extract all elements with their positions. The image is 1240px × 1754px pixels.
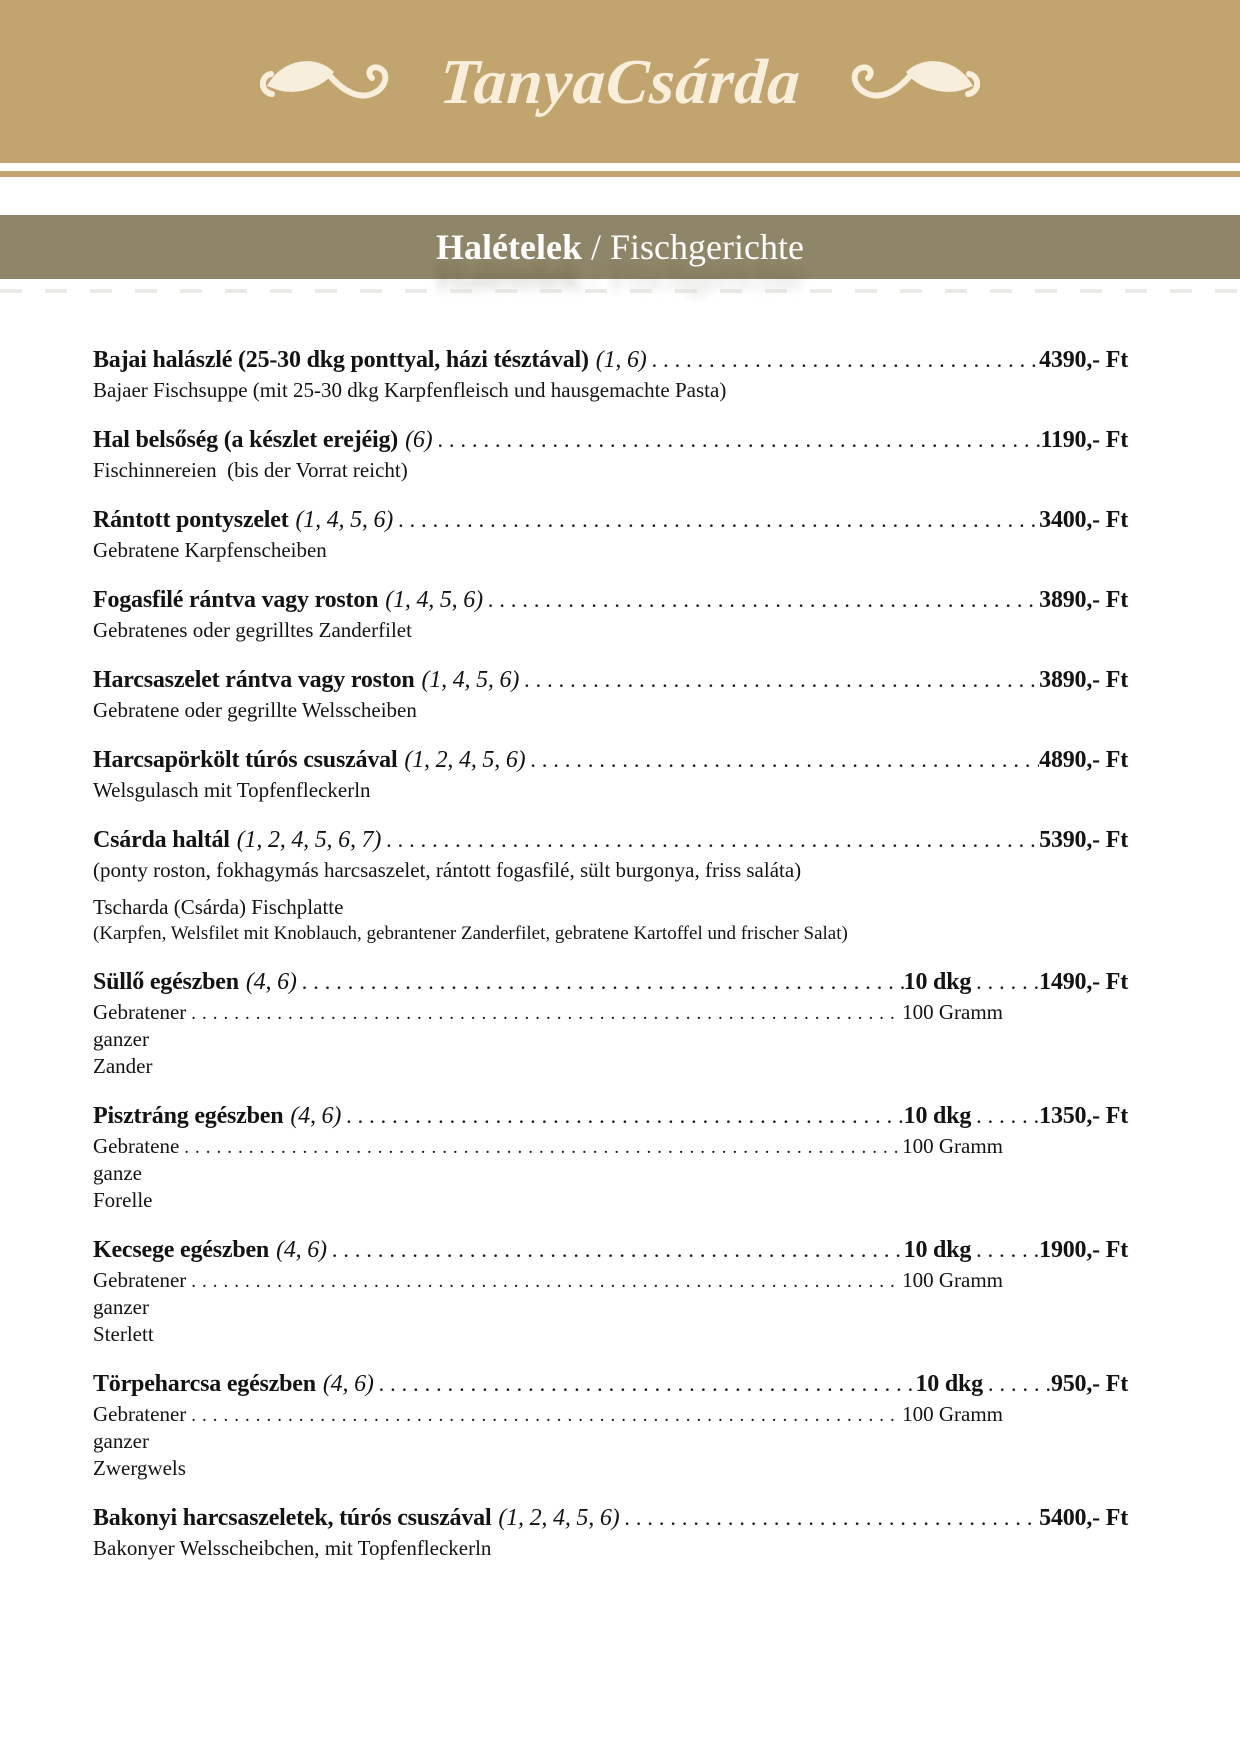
item-name-hu: Kecsege egészben [93,1237,270,1263]
item-subtitle-line [93,857,1128,884]
item-name-de: Welsgulasch mit Topfenfleckerln [93,778,371,802]
item-price: 1490,- Ft [1039,969,1128,995]
item-name-de: Gebratener ganzer Zwergwels [93,1402,192,1480]
item-unit: 10 dkg [903,969,972,995]
item-subs [93,857,1128,946]
dot-leader-short [971,1235,1039,1265]
item-subtitle-line [93,921,1128,946]
menu-item-main-line [93,505,1128,535]
section-title-hu: Halételek [436,227,582,267]
item-subs [93,537,1128,564]
menu-item [93,825,1128,946]
dot-leader-short [971,967,1039,997]
item-subs [93,377,1128,404]
item-name-hu: Harcsapörkölt túrós csuszával [93,747,398,773]
item-name-hu: Fogasfilé rántva vagy roston [93,587,379,613]
item-name-hu: Bakonyi harcsaszeletek, túrós csuszával [93,1505,492,1531]
item-name [93,585,483,615]
dot-leader [374,1369,916,1399]
item-subtitle-line [93,1535,1128,1562]
brand-title: TanyaCsárda [437,45,803,117]
item-price: 950,- Ft [1050,1371,1128,1397]
menu-item [93,505,1128,564]
flourish-left-icon [254,50,394,114]
menu-item-main-line [93,1235,1128,1265]
item-subtitle-line [93,1267,1128,1348]
dot-leader [327,1235,904,1265]
item-name-hu: Bajai halászlé (25-30 dkg ponttyal, házi tésztával) [93,347,589,373]
menu-item-main-line [93,665,1128,695]
menu-item [93,1369,1128,1482]
item-subs [93,1133,1128,1214]
item-name-de: Gebratener ganzer Zander [93,1000,192,1078]
item-subtitle-line [93,777,1128,804]
divider-white-space [0,177,1240,215]
item-price: 4890,- Ft [1039,747,1128,773]
menu-item-main-line [93,345,1128,375]
item-name-de: (Karpfen, Welsfilet mit Knoblauch, gebrantener Zanderfilet, gebratene Kartoffel und frischer Salat) [93,923,848,944]
menu-item-main-line [93,585,1128,615]
menu-item-main-line [93,425,1128,455]
dot-leader [519,665,1039,695]
flourish-right-icon [846,50,986,114]
item-name-hu: Törpeharcsa egészben [93,1371,316,1397]
dot-leader [179,1133,902,1161]
menu-item [93,665,1128,724]
item-sub-unit: 100 Gramm [902,1134,1003,1158]
item-unit: 10 dkg [903,1237,972,1263]
dot-leader [525,745,1039,775]
menu-item [93,345,1128,404]
item-name-hu: Rántott pontyszelet [93,507,289,533]
dot-leader [297,967,904,997]
item-subs [93,1267,1128,1348]
item-subtitle-line [93,617,1128,644]
item-subtitle-line [93,697,1128,724]
item-name-hu: Pisztráng egészben [93,1103,284,1129]
item-name-de: Gebratener ganzer Sterlett [93,1268,192,1346]
menu-item-main-line [93,825,1128,855]
menu-item [93,585,1128,644]
item-name-de: Gebratene ganze Forelle [93,1134,185,1212]
item-name [93,1101,341,1131]
dot-leader [483,585,1039,615]
dot-leader [432,425,1040,455]
item-subs [93,617,1128,644]
item-price: 3400,- Ft [1039,507,1128,533]
menu-item [93,967,1128,1080]
dot-leader [393,505,1039,535]
menu-item-main-line [93,1101,1128,1131]
item-subtitle-line [93,1401,1128,1482]
item-subs [93,777,1128,804]
item-allergens: (4, 6) [290,1103,342,1129]
item-price: 3890,- Ft [1039,667,1128,693]
item-sub-unit: 100 Gramm [902,1000,1003,1024]
dot-leader [186,1267,902,1295]
item-allergens: (1, 2, 4, 5, 6, 7) [236,827,382,853]
item-sub-unit: 100 Gramm [902,1402,1003,1426]
item-allergens: (1, 4, 5, 6) [421,667,520,693]
item-subtitle-line [93,894,1128,921]
item-unit: 10 dkg [915,1371,983,1397]
item-name-hu: Süllő egészben [93,969,239,995]
dot-leader [619,1503,1039,1533]
item-name-hu: Hal belsőség (a készlet erejéig) [93,427,399,453]
item-name-de: Gebratene oder gegrillte Welsscheiben [93,698,417,722]
menu-item [93,745,1128,804]
item-price: 1350,- Ft [1039,1103,1128,1129]
item-price: 4390,- Ft [1039,347,1128,373]
menu-item [93,425,1128,484]
item-name-de: Bajaer Fischsuppe (mit 25-30 dkg Karpfenfleisch und hausgemachte Pasta) [93,378,727,402]
item-name [93,1235,327,1265]
item-name [93,825,381,855]
item-name-de: Gebratene Karpfenscheiben [93,538,327,562]
divider-white-gap [0,163,1240,171]
item-name-de: Tscharda (Csárda) Fischplatte [93,895,344,919]
item-subtitle-line [93,1133,1128,1214]
item-subs [93,1401,1128,1482]
dot-leader [186,999,902,1027]
menu-item [93,1101,1128,1214]
item-name [93,345,647,375]
item-subs [93,457,1128,484]
item-price: 1900,- Ft [1039,1237,1128,1263]
item-name [93,425,432,455]
item-allergens: (1, 2, 4, 5, 6) [404,747,526,773]
faint-dotted-divider [0,289,1240,293]
item-name [93,1369,374,1399]
item-price: 1190,- Ft [1040,427,1128,453]
item-allergens: (4, 6) [322,1371,374,1397]
item-subs [93,999,1128,1080]
menu-item-main-line [93,967,1128,997]
item-allergens: (4, 6) [245,969,297,995]
section-title-separator: / [581,227,610,267]
dot-leader-short [983,1369,1051,1399]
item-name [93,505,393,535]
item-subs [93,697,1128,724]
item-unit: 10 dkg [903,1103,972,1129]
item-sub-unit: 100 Gramm [902,1268,1003,1292]
item-price: 5400,- Ft [1039,1505,1128,1531]
item-name-de: Fischinnereien (bis der Vorrat reicht) [93,458,408,482]
item-allergens: (1, 2, 4, 5, 6) [498,1505,620,1531]
item-allergens: (1, 4, 5, 6) [385,587,483,613]
item-name-hu: Harcsaszelet rántva vagy roston [93,667,415,693]
menu-item [93,1503,1128,1562]
item-name [93,967,297,997]
brand-header [0,0,1240,163]
menu-item-main-line [93,1503,1128,1533]
menu-item-main-line [93,1369,1128,1399]
dot-leader [186,1401,902,1429]
item-name [93,1503,619,1533]
section-title-de: Fischgerichte [610,227,804,267]
item-subtitle-line [93,377,1128,404]
item-name [93,665,519,695]
item-subtitle-line [93,999,1128,1080]
menu-item [93,1235,1128,1348]
dot-leader-short [971,1101,1039,1131]
item-name-de: (ponty roston, fokhagymás harcsaszelet, rántott fogasfilé, sült burgonya, friss saláta) [93,858,802,882]
item-subtitle-line [93,457,1128,484]
item-price: 5390,- Ft [1039,827,1128,853]
menu-item-main-line [93,745,1128,775]
dot-leader [647,345,1040,375]
item-name [93,745,525,775]
item-allergens: (1, 4, 5, 6) [295,507,394,533]
item-name-hu: Csárda haltál [93,827,230,853]
item-allergens: (4, 6) [276,1237,327,1263]
item-allergens: (6) [405,427,433,453]
item-price: 3890,- Ft [1039,587,1128,613]
menu-list [0,293,1240,1562]
item-name-de: Bakonyer Welsscheibchen, mit Topfenfleckerln [93,1536,492,1560]
section-header [0,215,1240,279]
dot-leader [381,825,1039,855]
item-subs [93,1535,1128,1562]
item-allergens: (1, 6) [595,347,647,373]
item-name-de: Gebratenes oder gegrilltes Zanderfilet [93,618,412,642]
dot-leader [341,1101,903,1131]
item-subtitle-line [93,537,1128,564]
